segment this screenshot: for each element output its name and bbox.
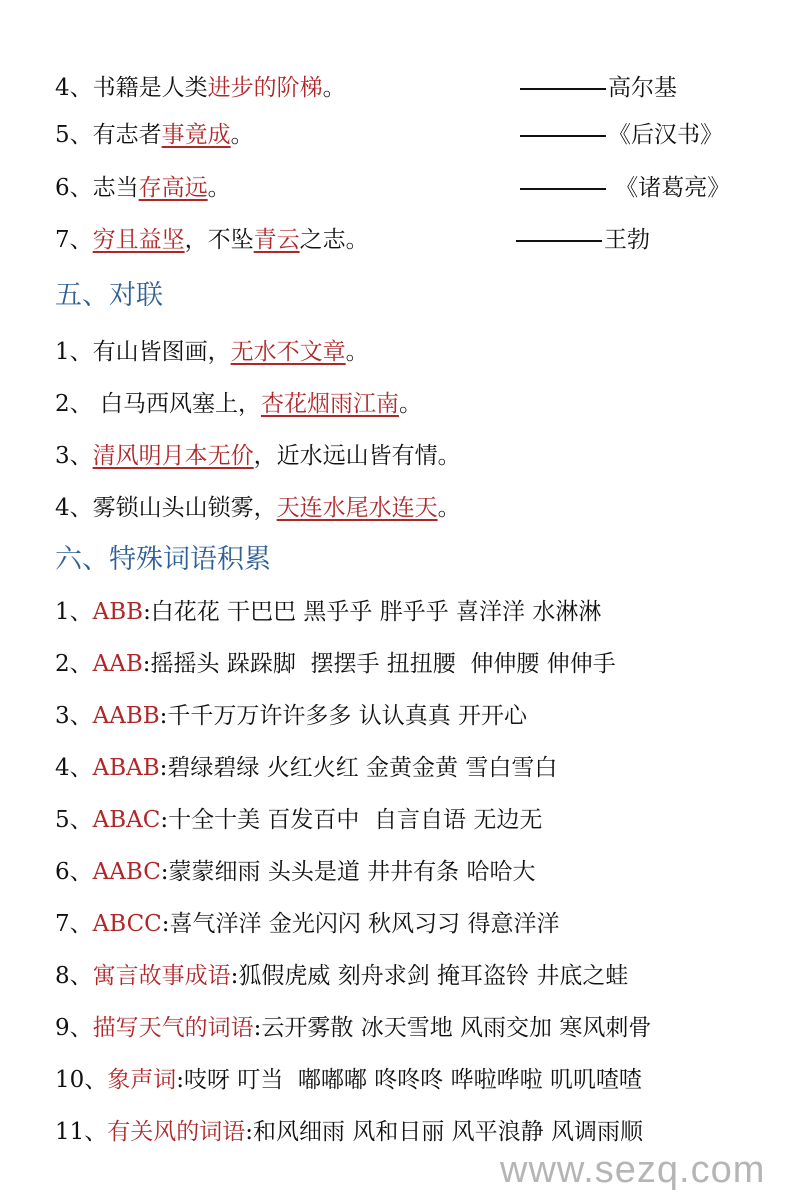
highlighted-text: 事竟成 xyxy=(161,122,231,148)
text-segment: 6、志当 xyxy=(55,175,139,201)
dash-rule xyxy=(520,188,606,190)
section-heading-couplets: 五、对联 xyxy=(55,280,163,311)
text-segment: :吱呀 叮当 嘟嘟嘟 咚咚咚 哗啦哗啦 叽叽喳喳 xyxy=(176,1067,642,1093)
dash-rule xyxy=(520,88,606,90)
text-segment: 。 xyxy=(345,339,369,365)
text-segment: 8、 xyxy=(55,963,93,989)
highlighted-text: 有关风的词语 xyxy=(107,1119,246,1145)
word-list-line xyxy=(55,1117,643,1147)
highlighted-text: 天连水尾水连天 xyxy=(276,495,438,521)
quote-author: 《诸葛亮》 xyxy=(608,175,731,201)
highlighted-text: 象声词 xyxy=(107,1067,177,1093)
highlighted-text: 描写天气的词语 xyxy=(92,1015,254,1041)
couplet-line xyxy=(55,389,422,419)
section-heading-special-words: 六、特殊词语积累 xyxy=(55,544,271,575)
word-list-line xyxy=(55,1065,642,1095)
word-list-line xyxy=(55,597,601,627)
text-segment: 4、书籍是人类 xyxy=(55,75,208,101)
text-segment: :喜气洋洋 金光闪闪 秋风习习 得意洋洋 xyxy=(161,911,560,937)
text-segment: 1、 xyxy=(55,599,93,625)
text-segment: ，不坠 xyxy=(184,227,254,253)
highlighted-text: 青云 xyxy=(253,227,300,253)
quote-source xyxy=(520,173,730,203)
text-segment: 4、雾锁山头山锁雾， xyxy=(55,495,277,521)
text-segment: :摇摇头 跺跺脚 摆摆手 扭扭腰 伸伸腰 伸伸手 xyxy=(142,651,616,677)
quote-source xyxy=(516,225,650,255)
text-segment: 3、 xyxy=(55,703,93,729)
text-segment: :千千万万许许多多 认认真真 开开心 xyxy=(159,703,528,729)
quote-source xyxy=(520,73,677,103)
highlighted-text: 无水不文章 xyxy=(230,339,346,365)
couplet-line xyxy=(55,337,369,367)
text-segment: :蒙蒙细雨 头头是道 井井有条 哈哈大 xyxy=(160,859,536,885)
dash-rule xyxy=(516,240,602,242)
couplet-line xyxy=(55,493,461,523)
text-segment: 之志。 xyxy=(299,227,369,253)
word-list-line xyxy=(55,701,527,731)
text-segment: 6、 xyxy=(55,859,93,885)
text-segment: ，近水远山皆有情。 xyxy=(253,443,461,469)
highlighted-text: 穷且益坚 xyxy=(92,227,185,253)
text-segment: 11、 xyxy=(55,1119,108,1145)
highlighted-text: 清风明月本无价 xyxy=(92,443,254,469)
text-segment: :碧绿碧绿 火红火红 金黄金黄 雪白雪白 xyxy=(159,755,558,781)
highlighted-text: ABAB xyxy=(92,755,160,781)
highlighted-text: 杏花烟雨江南 xyxy=(260,391,399,417)
quote-line xyxy=(55,225,369,255)
quote-source xyxy=(520,120,723,150)
text-segment: 7、 xyxy=(55,227,93,253)
text-segment: 。 xyxy=(437,495,461,521)
quote-author: 王勃 xyxy=(604,227,650,253)
highlighted-text: AABC xyxy=(92,859,161,885)
text-segment: 2、 白马西风塞上， xyxy=(55,391,261,417)
quote-author: 《后汉书》 xyxy=(608,122,723,148)
text-segment: 。 xyxy=(230,122,254,148)
text-segment: 5、 xyxy=(55,807,93,833)
text-segment: :云开雾散 冰天雪地 风雨交加 寒风刺骨 xyxy=(253,1015,652,1041)
word-list-line xyxy=(55,961,628,991)
dash-rule xyxy=(520,135,606,137)
text-segment: 10、 xyxy=(55,1067,108,1093)
text-segment: 7、 xyxy=(55,911,93,937)
highlighted-text: ABB xyxy=(92,599,144,625)
word-list-line xyxy=(55,1013,651,1043)
text-segment: 。 xyxy=(207,175,231,201)
highlighted-text: AABB xyxy=(92,703,160,729)
highlighted-text: 进步的阶梯 xyxy=(207,75,323,101)
text-segment: 3、 xyxy=(55,443,93,469)
quote-line xyxy=(55,173,231,203)
word-list-line xyxy=(55,909,559,939)
text-segment: 2、 xyxy=(55,651,93,677)
highlighted-text: ABCC xyxy=(92,911,162,937)
text-segment: :十全十美 百发百中 自言自语 无边无 xyxy=(160,807,543,833)
word-list-line xyxy=(55,649,616,679)
couplet-line xyxy=(55,441,461,471)
text-segment: :和风细雨 风和日丽 风平浪静 风调雨顺 xyxy=(245,1119,643,1145)
word-list-line xyxy=(55,753,557,783)
quote-line xyxy=(55,73,346,103)
text-segment: 。 xyxy=(322,75,346,101)
text-segment: 1、有山皆图画， xyxy=(55,339,231,365)
quote-line xyxy=(55,120,254,150)
quote-author: 高尔基 xyxy=(608,75,677,101)
highlighted-text: 存高远 xyxy=(138,175,208,201)
word-list-line xyxy=(55,857,535,887)
highlighted-text: ABAC xyxy=(92,807,161,833)
text-segment: :狐假虎威 刻舟求剑 掩耳盗铃 井底之蛙 xyxy=(230,963,629,989)
word-list-line xyxy=(55,805,542,835)
highlighted-text: AAB xyxy=(92,651,143,677)
watermark: www.sezq.com xyxy=(500,1149,766,1191)
text-segment: 5、有志者 xyxy=(55,122,162,148)
text-segment: 9、 xyxy=(55,1015,93,1041)
text-segment: 4、 xyxy=(55,755,93,781)
highlighted-text: 寓言故事成语 xyxy=(92,963,231,989)
text-segment: 。 xyxy=(398,391,422,417)
text-segment: :白花花 干巴巴 黑乎乎 胖乎乎 喜洋洋 水淋淋 xyxy=(143,599,602,625)
